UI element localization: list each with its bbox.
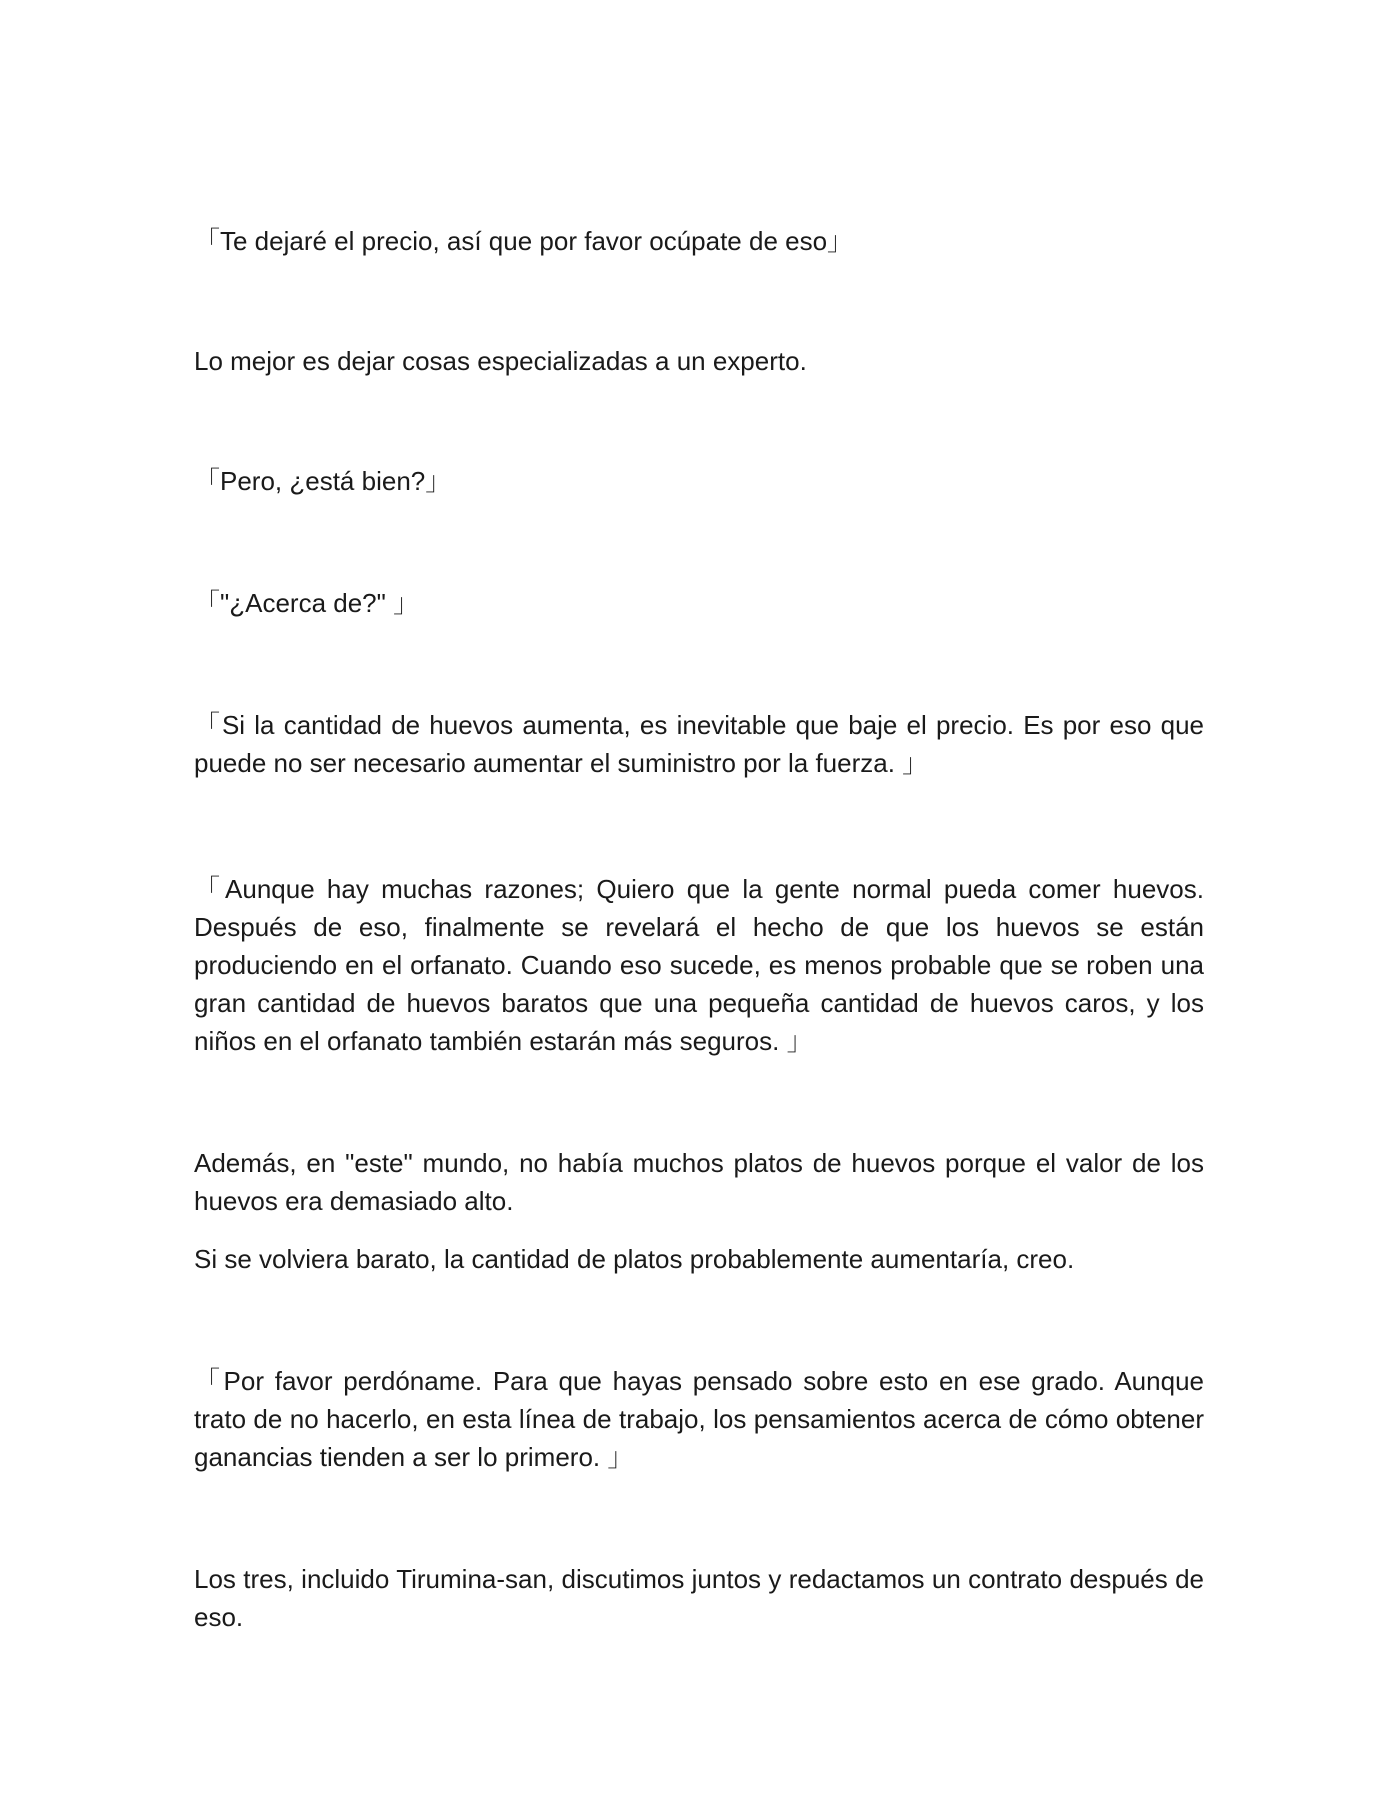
- paragraph-narration-egg-dishes: Además, en "este" mundo, no había muchos platos de huevos porque el valor de los huevos era demasiado alto.: [194, 1148, 1204, 1216]
- paragraph-dialogue-egg-quantity: 「Si la cantidad de huevos aumenta, es inevitable que baje el precio. Es por eso que puede no ser necesario aumentar el suministro por la fuerza. 」: [194, 710, 1204, 778]
- paragraph-narration-contract: Los tres, incluido Tirumina-san, discutimos juntos y redactamos un contrato después de eso.: [194, 1564, 1204, 1632]
- paragraph-narration-expert: Lo mejor es dejar cosas especializadas a un experto.: [194, 346, 807, 376]
- paragraph-dialogue-forgive-me: 「Por favor perdóname. Para que hayas pensado sobre esto en ese grado. Aunque trato de no hacerlo, en esta línea de trabajo, los pensamientos acerca de cómo obtener ganancias tienden a ser lo primero. 」: [194, 1366, 1204, 1472]
- paragraph-narration-cheap: Si se volviera barato, la cantidad de platos probablemente aumentaría, creo.: [194, 1244, 1075, 1274]
- paragraph-dialogue-many-reasons: 「Aunque hay muchas razones; Quiero que la gente normal pueda comer huevos. Después de eso, finalmente se revelará el hecho de que los huevos se están produciendo en el orfanato. Cuando eso sucede, es menos probable que se roben una gran cantidad de huevos baratos que una pequeña cantidad de huevos caros, y los niños en el orfanato también estarán más seguros. 」: [194, 874, 1204, 1056]
- paragraph-dialogue-price: 「Te dejaré el precio, así que por favor ocúpate de eso」: [194, 226, 854, 256]
- paragraph-dialogue-about: 「"¿Acerca de?" 」: [194, 588, 420, 618]
- paragraph-dialogue-is-it-ok: 「Pero, ¿está bien?」: [194, 466, 452, 496]
